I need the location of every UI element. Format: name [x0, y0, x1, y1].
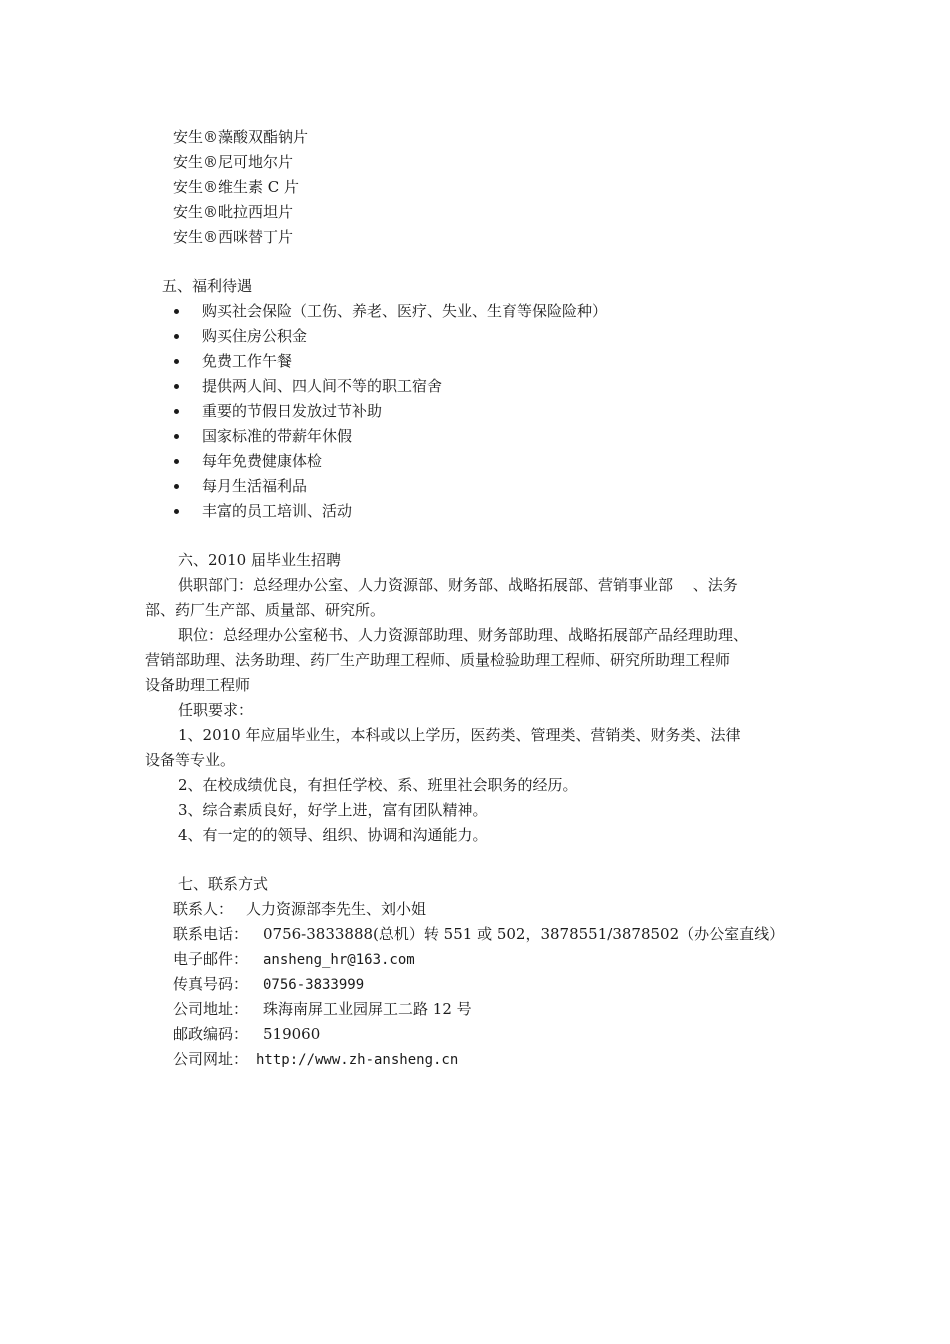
section-7-title: 七、联系方式: [178, 875, 269, 893]
section-6-title: 六、2010 届毕业生招聘: [178, 551, 341, 569]
email-row: [173, 947, 415, 971]
position-line: 职位：总经理办公室秘书、人力资源部助理、财务部助理、战略拓展部产品经理助理、: [178, 626, 749, 644]
website-row: [173, 1047, 458, 1071]
phone-row: [173, 922, 784, 946]
benefit-item: 国家标准的带薪年休假: [202, 427, 353, 445]
bullet-icon: [174, 459, 179, 464]
department-line: 部、药厂生产部、质量部、研究所。: [145, 601, 386, 619]
contact-row: [173, 897, 426, 921]
phone-label: 联系电话：: [173, 925, 249, 943]
benefit-item: 购买社会保险（工伤、养老、医疗、失业、生育等保险险种）: [202, 302, 608, 320]
bullet-icon: [174, 359, 179, 364]
phone-value: 0756-3833888(总机）转 551 或 502，3878551/3878502（办公室直线）: [263, 925, 785, 943]
bullet-icon: [174, 434, 179, 439]
email-value[interactable]: ansheng_hr@163.com: [263, 952, 415, 968]
benefit-item: 每年免费健康体检: [202, 452, 323, 470]
benefit-item: 提供两人间、四人间不等的职工宿舍: [202, 377, 443, 395]
website-link[interactable]: http://www.zh-ansheng.cn: [256, 1052, 459, 1068]
product-item: 安生®藻酸双酯钠片: [173, 128, 309, 146]
benefit-item: 购买住房公积金: [202, 327, 308, 345]
contact-label: 联系人：: [173, 900, 234, 918]
postcode-label: 邮政编码：: [173, 1025, 249, 1043]
bullet-icon: [174, 484, 179, 489]
department-line: 供职部门：总经理办公室、人力资源部、财务部、战略拓展部、营销事业部 、法务: [178, 576, 738, 594]
fax-label: 传真号码：: [173, 975, 249, 993]
website-label: 公司网址：: [173, 1050, 249, 1068]
section-5-title: 五、福利待遇: [162, 277, 253, 295]
requirement-line: 设备等专业。: [145, 751, 236, 769]
product-item: 安生®吡拉西坦片: [173, 203, 294, 221]
address-value: 珠海南屏工业园屏工二路 12 号: [263, 1000, 472, 1018]
bullet-icon: [174, 309, 179, 314]
email-label: 电子邮件：: [173, 950, 249, 968]
benefit-item: 重要的节假日发放过节补助: [202, 402, 383, 420]
position-line: 营销部助理、法务助理、药厂生产助理工程师、质量检验助理工程师、研究所助理工程师: [145, 651, 731, 669]
product-item: 安生®维生素 C 片: [173, 178, 300, 196]
address-row: [173, 997, 472, 1021]
requirement-line: 1、2010 年应届毕业生，本科或以上学历，医药类、管理类、营销类、财务类、法律: [178, 726, 741, 744]
fax-value: 0756-3833999: [263, 977, 365, 993]
benefit-item: 丰富的员工培训、活动: [202, 502, 353, 520]
benefit-item: 免费工作午餐: [202, 352, 293, 370]
product-item: 安生®西咪替丁片: [173, 228, 294, 246]
address-label: 公司地址：: [173, 1000, 249, 1018]
benefit-item: 每月生活福利品: [202, 477, 308, 495]
product-item: 安生®尼可地尔片: [173, 153, 294, 171]
bullet-icon: [174, 509, 179, 514]
bullet-icon: [174, 409, 179, 414]
bullet-icon: [174, 334, 179, 339]
requirement-line: 3、综合素质良好，好学上进，富有团队精神。: [178, 801, 488, 819]
position-line: 设备助理工程师: [145, 676, 251, 694]
requirements-title: 任职要求：: [178, 701, 254, 719]
postcode-row: [173, 1022, 320, 1046]
fax-row: [173, 972, 364, 996]
bullet-icon: [174, 384, 179, 389]
requirement-line: 2、在校成绩优良，有担任学校、系、班里社会职务的经历。: [178, 776, 578, 794]
requirement-line: 4、有一定的的领导、组织、协调和沟通能力。: [178, 826, 488, 844]
contact-value: 人力资源部李先生、刘小姐: [246, 900, 427, 918]
postcode-value: 519060: [263, 1025, 321, 1043]
